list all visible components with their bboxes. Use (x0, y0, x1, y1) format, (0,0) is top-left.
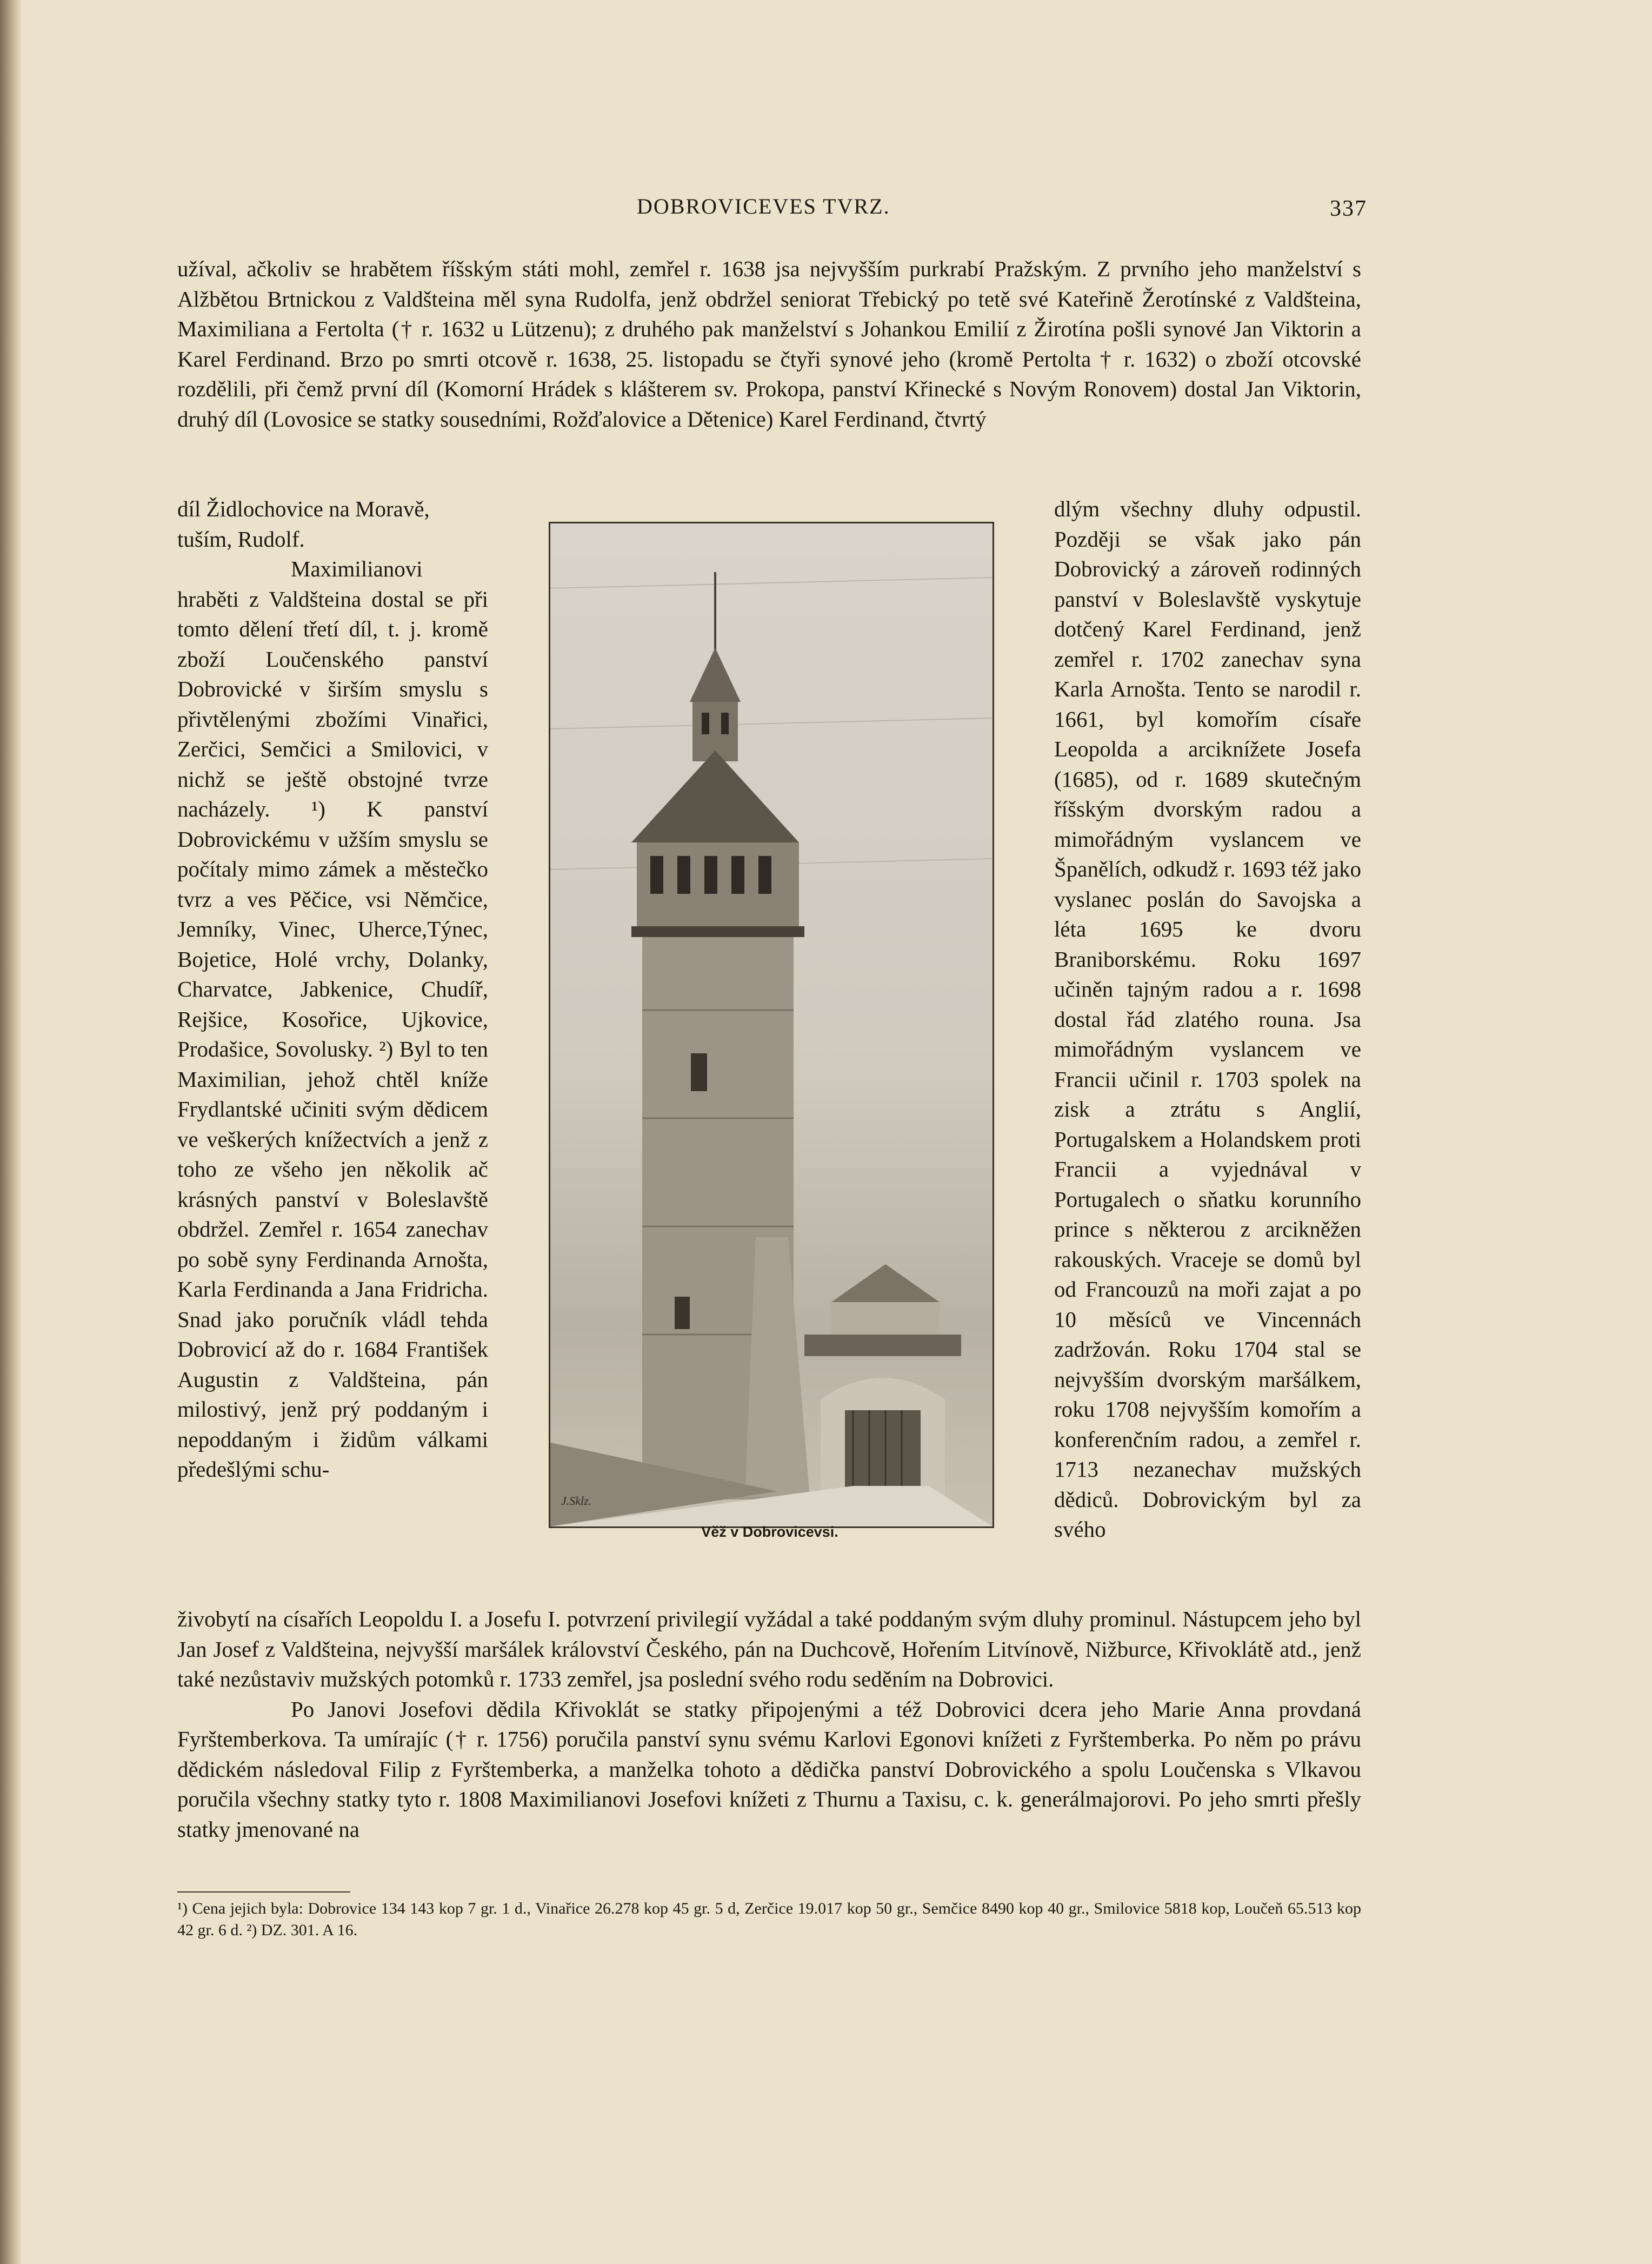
right-column (1054, 494, 1361, 1545)
left-column (177, 494, 488, 1485)
intro-text: užíval, ačkoliv se hrabětem říšským státi mohl, zemřel r. 1638 jsa nejvyšším purkrabí Pražským. Z prvního jeho manželství s Alžbětou Brtnickou z Valdšteina měl syna Rudolfa, jenž obdržel seniorat Třebický po tetě své Kateřině Žerotínské z Valdšteina, Maximiliana a Fertolta († r. 1632 u Lützenu); z druhého pak manželství s Johankou Emilií z Žirotína pošli synové Jan Viktorin a Karel Ferdinand. Brzo po smrti otcově r. 1638, 25. listopadu se čtyři synové jeho (kromě Pertolta † r. 1632) o zboží otcovské rozdělili, při čemž první díl (Komorní Hrádek s klášterem sv. Prokopa, panství Křinecké s Novým Ronovem) dostal Jan Viktorin, druhý díl (Lovosice se statky sousedními, Rožďalovice a Dětenice) Karel Ferdinand, čtvrtý (177, 256, 1361, 431)
book-spine-edge (0, 0, 22, 2264)
left-column-lead: díl Židlochovice na Moravě, tuším, Rudolf. (177, 496, 430, 552)
intro-paragraph (177, 254, 1361, 434)
figure-caption: Věž v Dobrovicevsi. (701, 1524, 838, 1540)
artist-signature: J.Sklz. (561, 1494, 592, 1508)
tower-drawing (550, 523, 992, 1526)
footnote: ¹) Cena jejich byla: Dobrovice 134 143 kop 7 gr. 1 d., Vinařice 26.278 kop 45 gr. 5 d, Zerčice 19.017 kop 50 gr., Semčice 8490 kop 40 gr., Smilovice 5818 kop, Loučeň 65.513 kop 42 gr. 6 d. ²) DZ. 301. A 16. (177, 1900, 1361, 1939)
bottom-paragraph-1: živobytí na císařích Leopoldu I. a Josefu I. potvrzení privilegií vyžádal a také poddaným svým dluhy prominul. Nástupcem jeho byl Jan Josef z Valdšteina, nejvyšší maršálek království Českého, pán na Duchcově, Hořením Litvínově, Nižburce, Křivoklátě atd., jenž také nezůstaviv mužských potomků r. 1733 zemřel, jsa poslední svého rodu seděním na Dobrovici. (177, 1606, 1361, 1691)
running-header (0, 189, 1652, 233)
bottom-section (177, 1604, 1361, 1844)
bottom-paragraph-2: Po Janovi Josefovi dědila Křivoklát se statky připojenými a též Dobrovici dcera jeho Marie Anna provdaná Fyrštemberkova. Ta umírajíc († r. 1756) poručila panství synu svému Karlovi Egonovi knížeti z Fyrštemberka. Po něm po právu dědickém následoval Filip z Fyrštemberka, a manželka tohoto a dědička panství Dobrovického a spolu Loučenska s Vlkavou poručila všechny statky tyto r. 1808 Maximilianovi Josefovi knížeti z Thurnu a Taxisu, c. k. generálmajorovi. Po jeho smrti přešly statky jmenované na (177, 1696, 1361, 1842)
left-column-text: Maximilianovi hraběti z Valdšteina dostal se při tomto dělení třetí díl, t. j. kromě zboží Loučenského panství Dobrovické v širším smyslu s přivtělenými zbožími Vinařici, Zerčici, Semčici a Smilovici, v nichž se ještě obstojné tvrze nacházely. ¹) K panství Dobrovickému v užším smyslu se počítaly mimo zámek a městečko tvrz a ves Pěčice, vsi Němčice, Jemníky, Vinec, Uherce,Týnec, Bojetice, Holé vrchy, Dolanky, Charvatce, Jabkenice, Chudíř, Rejšice, Kosořice, Ujkovice, Prodašice, Sovolusky. ²) Byl to ten Maximilian, jehož chtěl kníže Frydlantské učiniti svým dědicem ve veškerých knížectvích a jenž z toho ze všeho jen několik ač krásných panství v Boleslavště obdržel. Zemřel r. 1654 zanechav po sobě syny Ferdinanda Arnošta, Karla Ferdinanda a Jana Fridricha. Snad jako poručník vládl tehda Dobrovicí až do r. 1684 František Augustin z Valdšteina, pán milostivý, jenž prý poddaným i nepoddaným i židům válkami předešlými schu- (177, 556, 488, 1482)
footnote-divider (177, 1891, 350, 1893)
running-title: DOBROVICEVES TVRZ. (637, 194, 890, 218)
right-column-text: dlým všechny dluhy odpustil. Později se však jako pán Dobrovický a zároveň rodinných panství v Boleslavště vyskytuje dotčený Karel Ferdinand, jenž zemřel r. 1702 zanechav syna Karla Arnošta. Tento se narodil r. 1661, byl komořím císaře Leopolda a arciknížete Josefa (1685), od r. 1689 skutečným říšským dvorským radou a mimořádným vyslancem ve Španělích, odkudž r. 1693 též jako vyslanec poslán do Savojska a léta 1695 ke dvoru Braniborskému. Roku 1697 učiněn tajným radou a r. 1698 dostal řád zlatého rouna. Jsa mimořádným vyslancem ve Francii učinil r. 1703 spolek na zisk a ztrátu s Anglií, Portugalskem a Holandskem proti Francii a vyjednával v Portugalech o sňatku korunního prince s některou z arcikněžen rakouských. Vraceje se domů byl od Francouzů na moři zajat a po 10 měsíců ve Vincennách zadržován. Roku 1704 stal se nejvyšším dvorským maršálkem, roku 1708 nejvyšším komořím a konferenčním radou, a zemřel r. 1713 nezanechav mužských dědiců. Dobrovickým byl za svého (1054, 496, 1361, 1542)
tower-illustration (549, 522, 994, 1528)
page-number: 337 (1330, 196, 1367, 221)
